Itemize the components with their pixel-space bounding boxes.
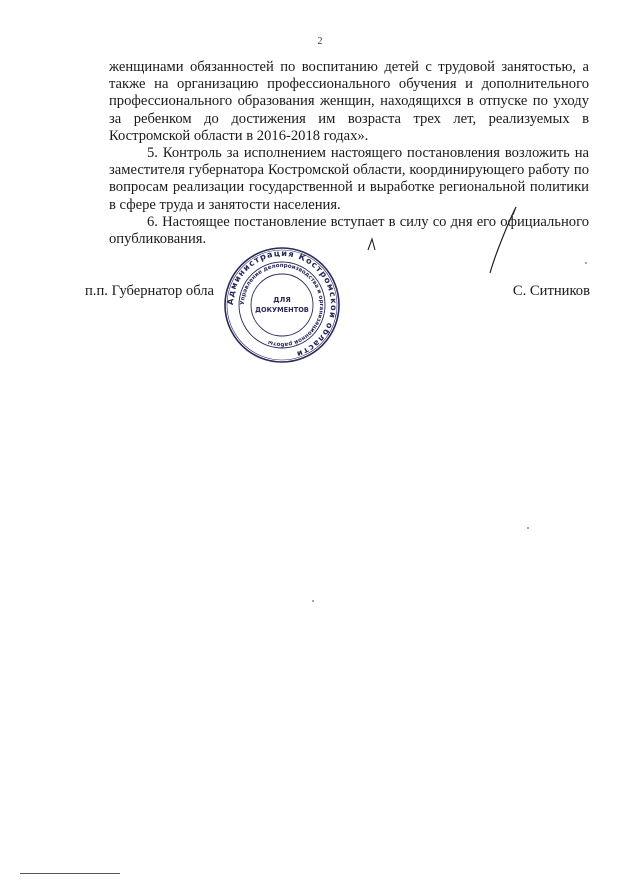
footer-rule: [20, 873, 120, 874]
paragraph-continuation: женщинами обязанностей по воспитанию детей с трудовой занятостью, а также на организацию профессионального обучения и дополнительного профессионального образования женщин, находящихся в отпуске по уходу за ребенком до достижения им возраста трех лет, реализуемых в Костромской области в 2016-2018 годах».: [109, 59, 589, 144]
signature-position: п.п. Губернатор обла: [85, 283, 215, 299]
scan-speck: [527, 527, 529, 529]
page-number: 2: [317, 36, 323, 47]
handwritten-signature: [480, 205, 520, 275]
scan-speck: [312, 600, 314, 602]
paragraph-item-5: 5. Контроль за исполнением настоящего постановления возложить на заместителя губернатора Костромской области, координирующего работу по вопросам реализации государственной и выработке региональной политики в сфере труда и занятости населения.: [109, 145, 589, 213]
signature-name: С. Ситников: [512, 283, 590, 299]
svg-text:Администрация Костромской обла: Администрация Костромской области: [224, 247, 340, 360]
svg-text:ДЛЯ: ДЛЯ: [273, 296, 291, 304]
official-seal: [222, 245, 342, 365]
paragraph-item-6: 6. Настоящее постановление вступает в силу со дня его официального опубликования.: [109, 213, 589, 248]
svg-text:Управление делопроизводства и: Управление делопроизводства и организационной работы: [239, 262, 325, 348]
initial-mark: [366, 237, 380, 251]
scan-speck: [585, 262, 587, 264]
svg-text:ДОКУМЕНТОВ: ДОКУМЕНТОВ: [255, 306, 309, 314]
